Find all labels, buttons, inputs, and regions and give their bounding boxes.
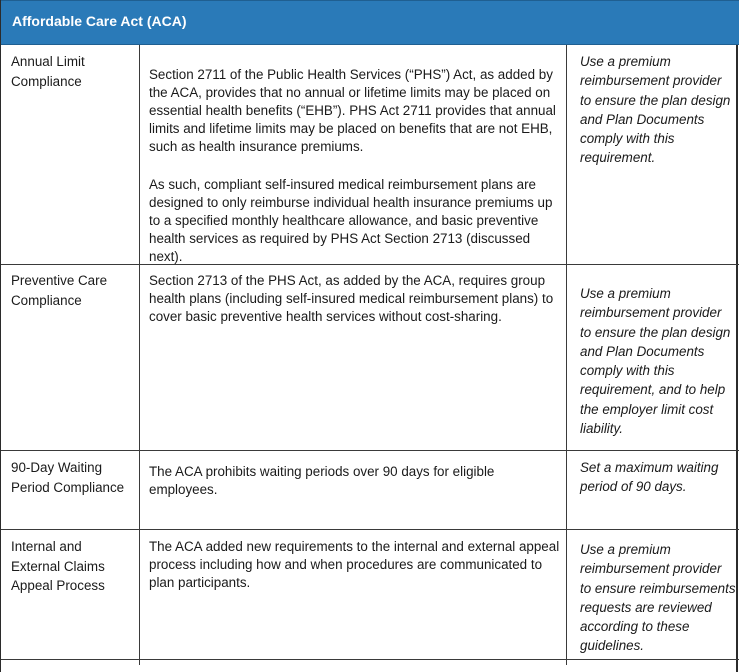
- description-paragraph: As such, compliant self-insured medical reimbursement plans are designed to only reimburse individual health insurance premiums up to a specified monthly healthcare allowance, and basic preventive health services as required by PHS Act Section 2713 (discussed next).: [149, 177, 553, 264]
- row-recommendation-waiting-period: Set a maximum waiting period of 90 days.: [580, 460, 719, 495]
- row-description-claims-appeal: [149, 538, 563, 592]
- row-recommendation-annual-limit: Use a premium reimbursement provider to ensure the plan design and Plan Documents comply with this requirement.: [580, 54, 731, 166]
- description-paragraph: The ACA prohibits waiting periods over 90 days for eligible employees.: [149, 464, 495, 497]
- table-title-bar: [1, 0, 739, 45]
- row-label-waiting-period: 90-Day Waiting Period Compliance: [11, 460, 125, 495]
- row-recommendation-preventive-care: Use a premium reimbursement provider to ensure the plan design and Plan Documents comply with this requirement, and to help the employer limit cost liability.: [580, 286, 731, 437]
- description-paragraph: Section 2713 of the PHS Act, as added by the ACA, requires group health plans (including self-insured medical reimbursement plans) to cover basic preventive health services without cost-sharing.: [149, 273, 554, 324]
- row-label-claims-appeal: Internal and External Claims Appeal Process: [11, 539, 105, 593]
- row-description-annual-limit: [149, 66, 563, 266]
- row-label-preventive-care: Preventive Care Compliance: [11, 273, 108, 308]
- row-label-annual-limit: Annual Limit Compliance: [11, 54, 85, 89]
- row-description-preventive-care: [149, 272, 563, 326]
- table-title: Affordable Care Act (ACA): [12, 13, 187, 29]
- description-paragraph: The ACA added new requirements to the internal and external appeal process including how and when procedures are communicated to plan participants.: [149, 539, 560, 590]
- description-paragraph: Section 2711 of the Public Health Services (“PHS”) Act, as added by the ACA, provides that no annual or lifetime limits may be placed on essential health benefits (“EHB”). PHS Act 2711 provides that annual limits and lifetime limits may be placed on benefits that are not EHB, such as health insurance premiums.: [149, 67, 556, 154]
- row-description-waiting-period: [149, 463, 563, 499]
- row-recommendation-claims-appeal: Use a premium reimbursement provider to ensure reimbursements requests are reviewed according to these guidelines.: [580, 542, 736, 654]
- column-divider: [566, 45, 567, 665]
- column-divider: [139, 45, 140, 665]
